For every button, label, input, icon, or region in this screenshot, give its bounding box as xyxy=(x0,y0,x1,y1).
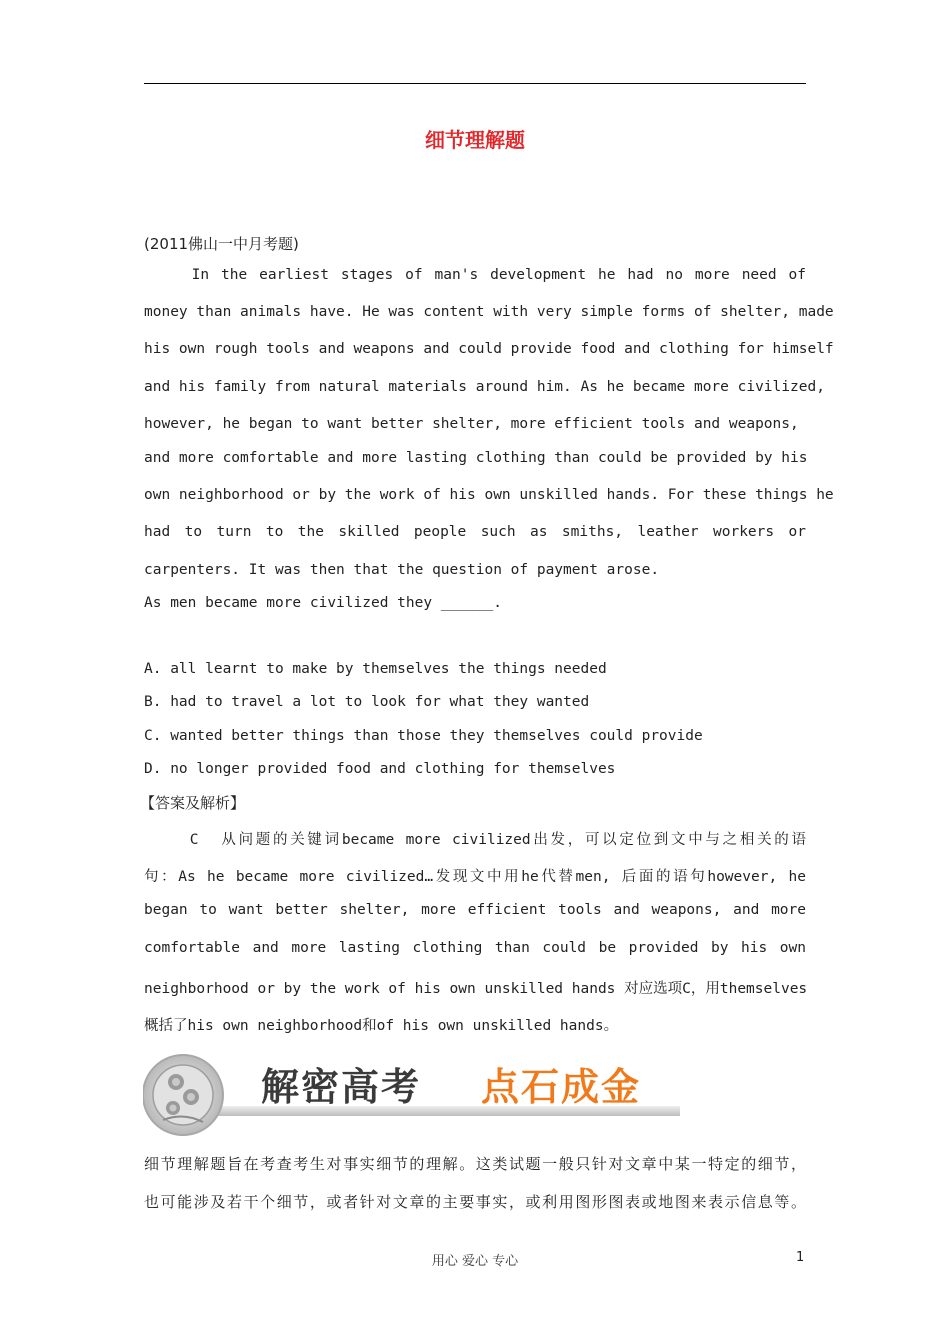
answer-line: 概括了his own neighborhood和of his own unskilled hands。 xyxy=(144,1018,619,1034)
banner-title-left: 解密高考 xyxy=(261,1065,422,1109)
passage-line: and his family from natural materials around him. As he became more civilized, xyxy=(144,379,825,395)
page-footer: 用心 爱心 专心 xyxy=(431,1254,519,1269)
passage-line: carpenters. It was then that the question of payment arose. xyxy=(144,562,660,578)
section-banner xyxy=(143,1042,683,1142)
passage-line: and more comfortable and more lasting clothing than could be provided by his xyxy=(144,450,808,466)
option-d: D. no longer provided food and clothing for themselves xyxy=(144,761,616,777)
passage-line: own neighborhood or by the work of his own unskilled hands. For these things he xyxy=(144,487,834,503)
answer-heading: 【答案及解析】 xyxy=(140,794,246,812)
answer-line: comfortable and more lasting clothing than could be provided by his own xyxy=(144,940,806,956)
option-a: A. all learnt to make by themselves the things needed xyxy=(144,661,607,677)
option-c: C. wanted better things than those they themselves could provide xyxy=(144,728,703,744)
answer-line: 句：As he became more civilized…发现文中用he代替men, 后面的语句however, he xyxy=(144,869,806,885)
question-stem: As men became more civilized they ______. xyxy=(144,595,502,611)
answer-line: neighborhood or by the work of his own unskilled hands 对应选项C，用themselves xyxy=(144,981,808,997)
banner-title-right: 点石成金 xyxy=(481,1065,642,1109)
page-number: 1 xyxy=(796,1250,805,1265)
summary-line: 细节理解题旨在考查考生对事实细节的理解。这类试题一般只针对文章中某一特定的细节， xyxy=(144,1155,806,1173)
passage-line: In the earliest stages of man's development he had no more need of xyxy=(144,267,806,283)
answer-line: C 从问题的关键词became more civilized出发，可以定位到文中与之相关的语 xyxy=(144,832,806,848)
summary-line: 也可能涉及若干个细节，或者针对文章的主要事实，或利用图形图表或地图来表示信息等。 xyxy=(144,1193,806,1211)
answer-line: began to want better shelter, more efficient tools and weapons, and more xyxy=(144,902,806,918)
passage-line: had to turn to the skilled people such as smiths, leather workers or xyxy=(144,524,806,540)
page-title: 细节理解题 xyxy=(425,128,525,152)
source-label: (2011佛山一中月考题) xyxy=(144,235,299,253)
passage-line: however, he began to want better shelter, more efficient tools and weapons, xyxy=(144,416,799,432)
header-rule xyxy=(144,83,806,84)
passage-line: money than animals have. He was content with very simple forms of shelter, made xyxy=(144,304,834,320)
option-b: B. had to travel a lot to look for what they wanted xyxy=(144,694,590,710)
passage-line: his own rough tools and weapons and could provide food and clothing for himself xyxy=(144,341,834,357)
